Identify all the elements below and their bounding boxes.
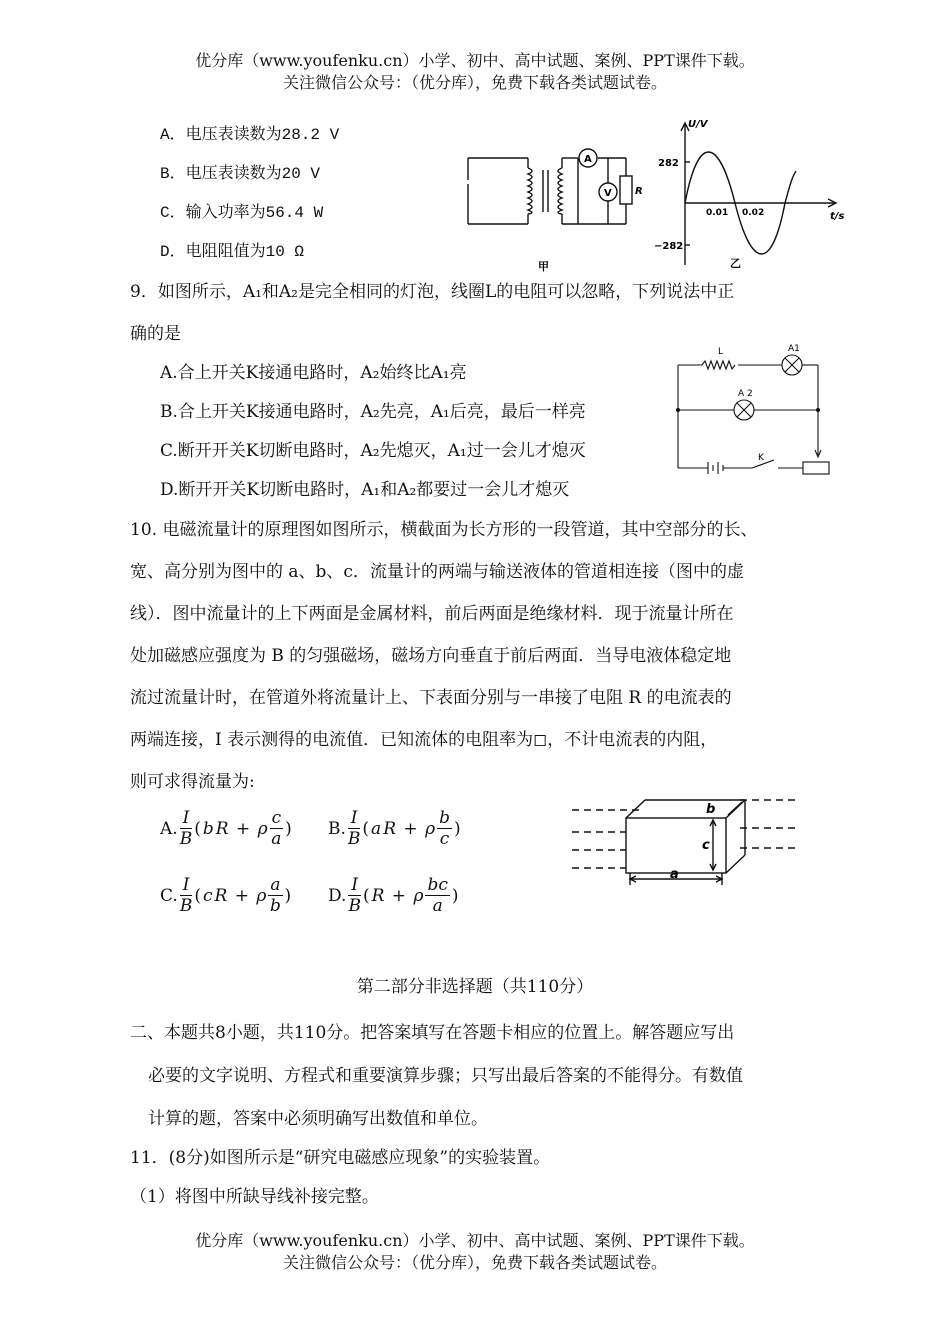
t2-label: 0.02: [742, 208, 765, 218]
inductor-lamp-circuit-figure: [668, 340, 838, 485]
part2-intro-1: 二、本题共8小题，共110分。把答案填写在答题卡相应的位置上。解答题应写出: [130, 1023, 735, 1043]
dim-b-label: b: [706, 802, 716, 817]
transformer-circuit-figure: [460, 140, 650, 275]
q9-option-b: B.合上开关K接通电路时，A₂先亮，A₁后亮，最后一样亮: [160, 402, 586, 422]
part2-intro-3: 计算的题，答案中必须明确写出数值和单位。: [148, 1109, 488, 1129]
dim-a-label: a: [670, 867, 679, 882]
term-den: a: [271, 829, 282, 849]
term-num: c: [271, 808, 282, 828]
term-num: bc: [427, 875, 448, 895]
q11-part-1: （1）将图中所缺导线补接完整。: [130, 1187, 379, 1207]
frac-top: I: [180, 875, 193, 896]
frac-bottom: B: [348, 896, 361, 916]
q10-option-d: D. $\frac{I}{B}$ ( R + ρ $\frac{bc}{a}$ ): [328, 875, 459, 916]
q10-option-c: C. $\frac{I}{B}$ ( c R + ρ $\frac{a}{b}$ ): [160, 875, 292, 916]
term-b: R: [214, 885, 228, 906]
t1-label: 0.01: [706, 208, 729, 218]
term-num: a: [270, 875, 281, 895]
q9-stem-1: 9．如图所示，A₁和A₂是完全相同的灯泡，线圈L的电阻可以忽略，下列说法中正: [130, 282, 735, 302]
part2-intro-2: 必要的文字说明、方程式和重要演算步骤；只写出最后答案的不能得分。有数值: [148, 1066, 743, 1086]
part2-title: 第二部分非选择题（共110分）: [356, 977, 594, 997]
q10-option-b-label: B.: [328, 818, 346, 839]
y-axis-label: U/V: [688, 119, 708, 130]
q10-option-b: B. $\frac{I}{B}$ ( a R + ρ $\frac{b}{c}$ ): [328, 808, 461, 849]
frac-top: I: [348, 808, 361, 829]
q10-line-1: 10. 电磁流量计的原理图如图所示，横截面为长方形的一段管道，其中空部分的长、: [130, 520, 758, 540]
lamp-a1-label: A1: [788, 344, 800, 354]
q9-option-d: D.断开开关K切断电路时，A₁和A₂都要过一会儿才熄灭: [160, 480, 570, 500]
x-axis-label: t/s: [830, 211, 845, 222]
rho-symbol: ρ: [257, 818, 268, 839]
term-a: b: [202, 818, 214, 839]
term-b: R: [371, 885, 385, 906]
rho-symbol: ρ: [413, 885, 424, 906]
header-line-2: 关注微信公众号：（优分库），免费下载各类试题试卷。: [282, 73, 667, 92]
q8-option-b: B．电压表读数为20 V: [160, 165, 321, 183]
q10-option-a-label: A.: [160, 818, 178, 839]
header-line-1: 优分库（www.youfenku.cn）小学、初中、高中试题、案例、PPT课件下载。: [195, 51, 755, 70]
q10-option-c-label: C.: [160, 885, 178, 906]
q10-option-a: A. $\frac{I}{B}$ ( b R + ρ $\frac{c}{a}$ ): [160, 808, 292, 849]
frac-top: I: [180, 808, 193, 829]
voltmeter-label: V: [604, 188, 612, 199]
frac-bottom: B: [347, 829, 361, 849]
figure-yi-label: 乙: [730, 257, 741, 270]
term-den: c: [439, 829, 450, 849]
q8-option-d: D．电阻阻值为10 Ω: [160, 243, 305, 261]
term-b: R: [215, 818, 229, 839]
term-num: b: [439, 808, 450, 828]
flowmeter-box-figure: [570, 790, 805, 890]
q11-stem: 11．(8分)如图所示是“研究电磁感应现象”的实验装置。: [130, 1148, 551, 1168]
rho-symbol: ρ: [256, 885, 267, 906]
term-a: c: [202, 885, 213, 906]
y-min-label: −282: [654, 241, 684, 252]
y-max-label: 282: [658, 158, 679, 169]
q10-line-2: 宽、高分别为图中的 a、b、c．流量计的两端与输送液体的管道相连接（图中的虚: [130, 562, 744, 582]
term-a: a: [371, 818, 382, 839]
ammeter-label: A: [584, 154, 592, 165]
inductor-label: L: [718, 347, 724, 357]
frac-bottom: B: [179, 829, 193, 849]
q10-line-3: 线）．图中流量计的上下两面是金属材料，前后两面是绝缘材料．现于流量计所在: [130, 604, 734, 624]
resistor-label: R: [635, 186, 643, 197]
q10-line-5: 流过流量计时，在管道外将流量计上、下表面分别与一串接了电阻 R 的电流表的: [130, 688, 732, 708]
q10-line-6: 两端连接，I 表示测得的电流值．已知流体的电阻率为◻，不计电流表的内阻，: [130, 730, 718, 750]
footer-line-1: 优分库（www.youfenku.cn）小学、初中、高中试题、案例、PPT课件下载。: [195, 1231, 755, 1250]
voltage-sine-graph: [650, 115, 850, 275]
q10-line-7: 则可求得流量为:: [130, 772, 255, 792]
q9-option-a: A.合上开关K接通电路时，A₂始终比A₁亮: [160, 363, 467, 383]
frac-top: I: [348, 875, 361, 896]
q8-option-c: C．输入功率为56.4 W: [160, 204, 324, 222]
term-den: b: [269, 896, 281, 916]
q9-option-c: C.断开开关K切断电路时，A₂先熄灭，A₁过一会儿才熄灭: [160, 441, 586, 461]
q10-line-4: 处加磁感应强度为 B 的匀强磁场，磁场方向垂直于前后两面．当导电液体稳定地: [130, 646, 732, 666]
term-den: a: [432, 896, 443, 916]
frac-bottom: B: [179, 896, 193, 916]
switch-k-label: K: [758, 453, 764, 463]
rho-symbol: ρ: [425, 818, 436, 839]
figure-jia-label: 甲: [538, 260, 549, 273]
lamp-a2-label: A 2: [738, 389, 753, 399]
term-b: R: [383, 818, 396, 839]
q8-option-a: A．电压表读数为28.2 V: [160, 126, 340, 144]
q10-option-d-label: D.: [328, 885, 347, 906]
dim-c-label: c: [702, 838, 710, 853]
footer-line-2: 关注微信公众号：（优分库），免费下载各类试题试卷。: [282, 1253, 667, 1272]
q9-stem-2: 确的是: [130, 324, 181, 344]
